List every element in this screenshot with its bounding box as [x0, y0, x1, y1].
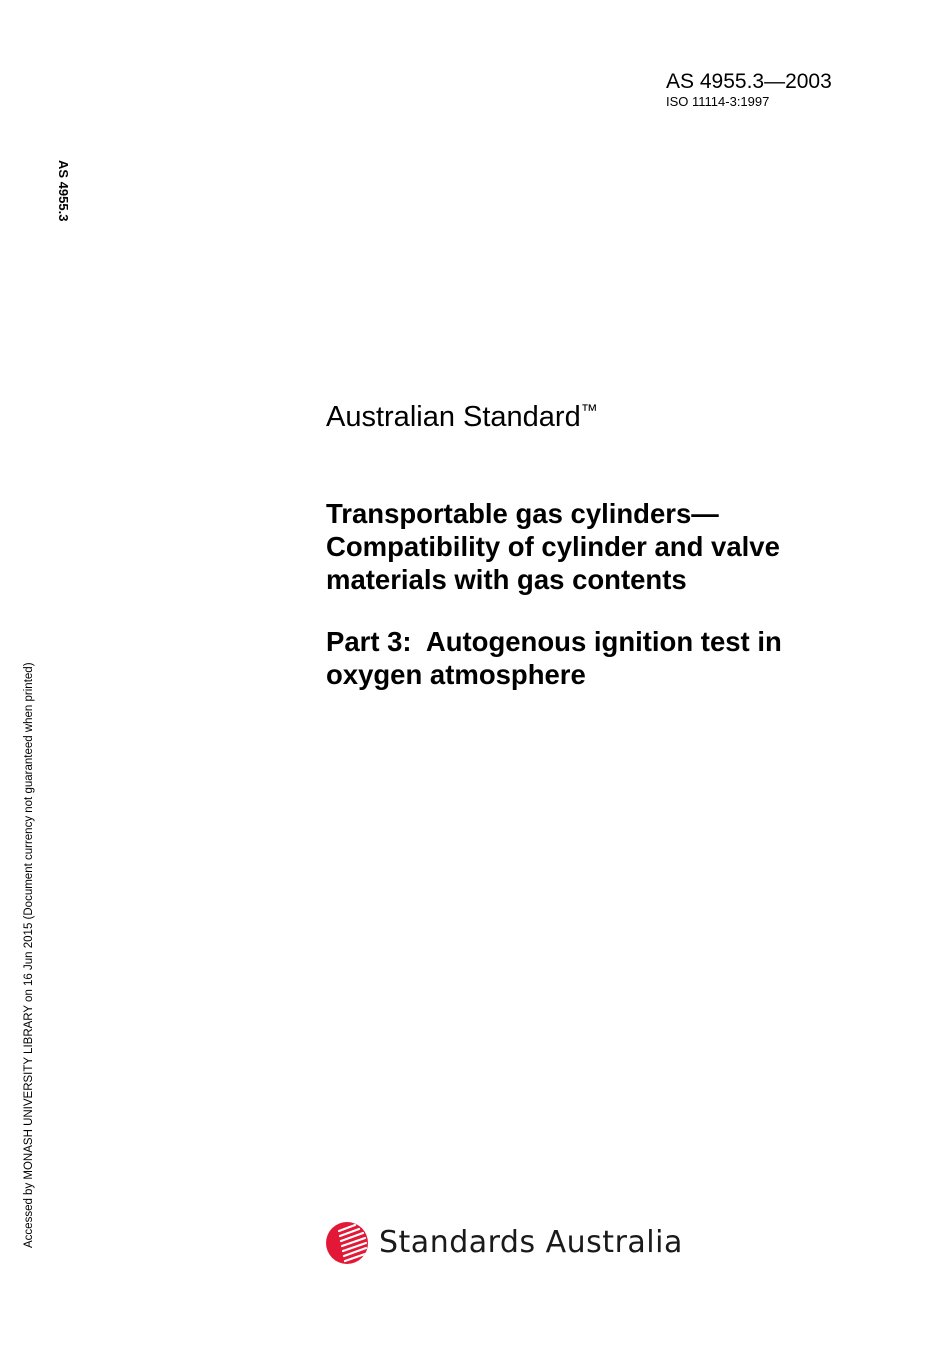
spine-label: AS 4955.3 — [56, 160, 71, 222]
title-line: Transportable gas cylinders— — [326, 498, 719, 529]
part-line: Part 3: Autogenous ignition test in — [326, 626, 782, 657]
title-line: Compatibility of cylinder and valve — [326, 531, 780, 562]
document-title — [326, 497, 886, 596]
document-type-label — [326, 393, 598, 435]
standards-australia-emblem-icon — [325, 1221, 369, 1265]
publisher-logo — [325, 1221, 683, 1265]
part-line: oxygen atmosphere — [326, 659, 586, 690]
iso-reference: ISO 11114-3:1997 — [666, 94, 770, 109]
title-line: materials with gas contents — [326, 564, 687, 595]
standard-number: AS 4955.3—2003 — [666, 70, 832, 93]
access-notice: Accessed by MONASH UNIVERSITY LIBRARY on 16 Jun 2015 (Document currency not guaranteed when printed) — [23, 662, 35, 1248]
publisher-name: Standards Australia — [379, 1225, 683, 1260]
part-title — [326, 625, 886, 691]
trademark-symbol: ™ — [580, 401, 598, 420]
document-type-text: Australian Standard — [326, 401, 581, 433]
